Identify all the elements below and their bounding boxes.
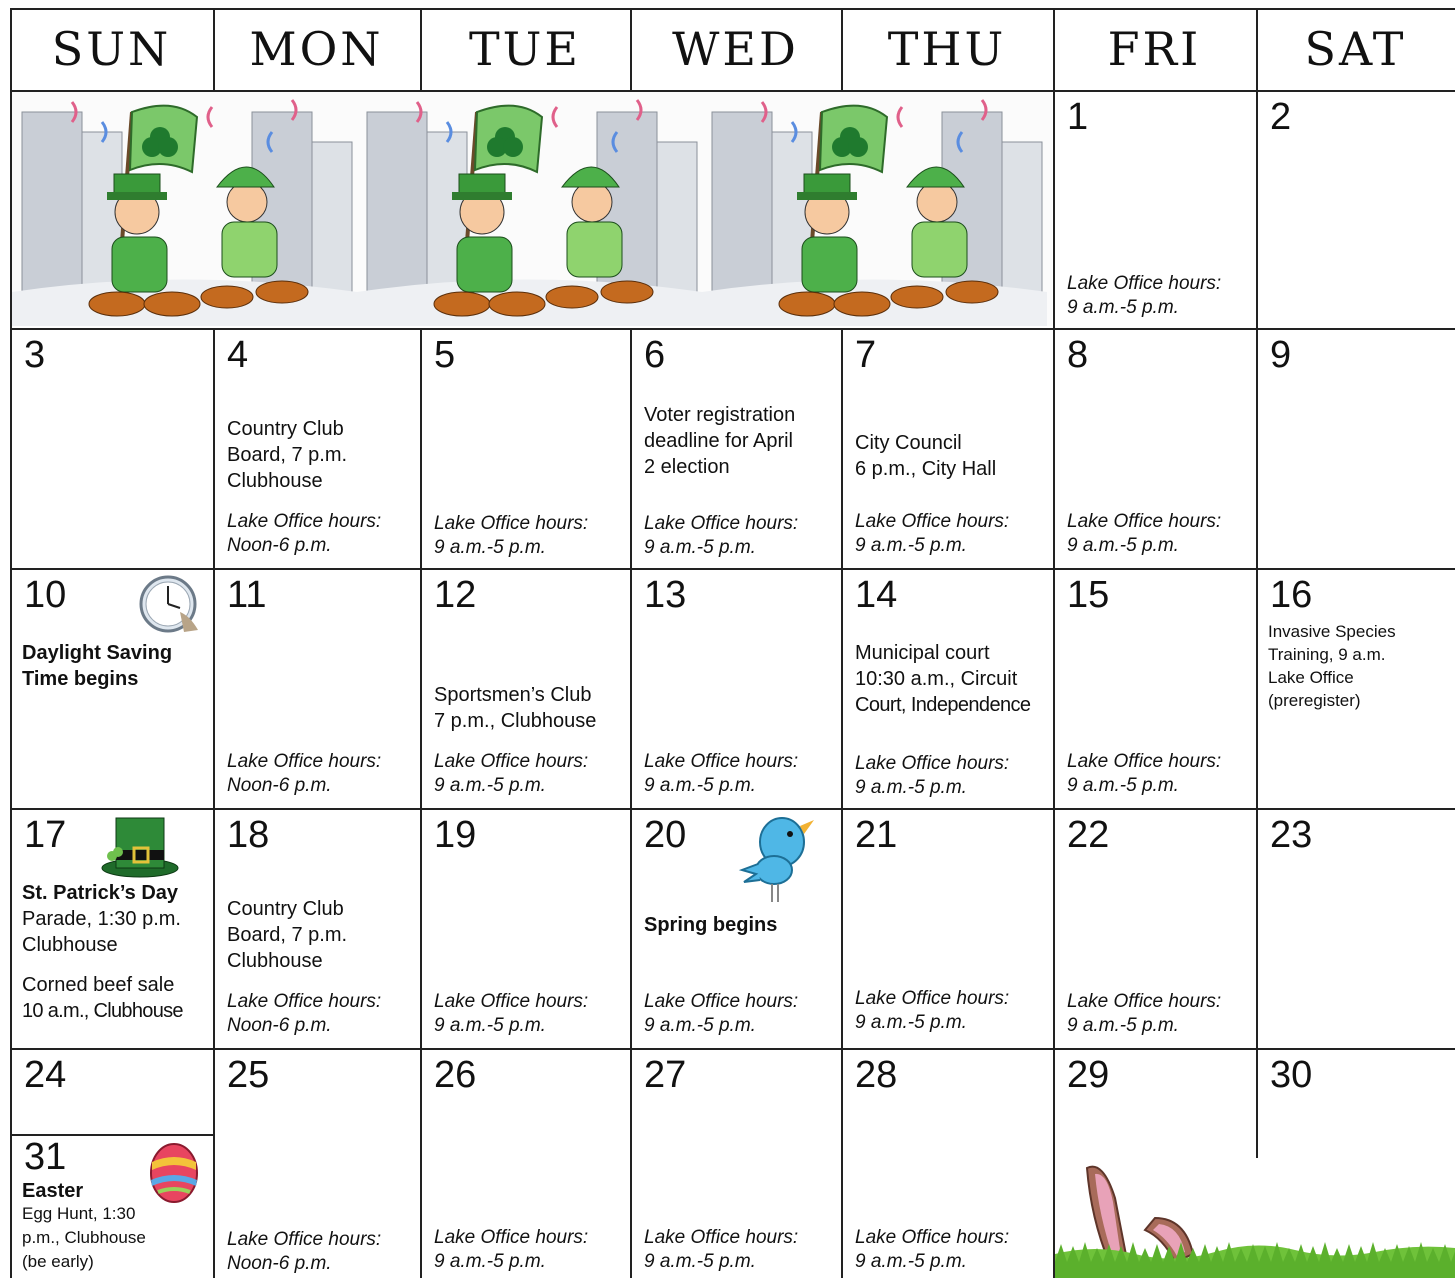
event-text: Municipal court <box>855 642 990 664</box>
office-hours-time: Noon-6 p.m. <box>227 1253 332 1274</box>
day-cell <box>632 1050 841 1278</box>
bluebird-icon <box>738 812 816 904</box>
event-text: Court, Independence <box>855 694 1031 716</box>
event-text: St. Patrick’s Day <box>22 882 179 904</box>
event-text: Spring begins <box>644 914 778 936</box>
day-number: 13 <box>644 574 687 616</box>
day-cell <box>1055 810 1256 1048</box>
day-cell <box>422 570 630 808</box>
day-number: 11 <box>227 574 267 616</box>
day-cell <box>12 330 213 568</box>
day-cell <box>843 570 1053 808</box>
day-cell <box>1258 570 1455 808</box>
day-cell <box>1055 570 1256 808</box>
day-cell <box>215 330 420 568</box>
event-text: Daylight Saving <box>22 642 173 664</box>
leprechaun-hat-icon <box>100 812 180 878</box>
day-number: 22 <box>1067 814 1110 856</box>
day-number: 30 <box>1270 1054 1313 1096</box>
office-hours-time: 9 a.m.-5 p.m. <box>644 1251 756 1272</box>
office-hours-time: 9 a.m.-5 p.m. <box>434 537 546 558</box>
day-number: 8 <box>1067 334 1089 376</box>
day-number: 5 <box>434 334 456 376</box>
day-cell <box>1055 330 1256 568</box>
day-number: 7 <box>855 334 877 376</box>
event-text: Clubhouse <box>227 470 323 492</box>
day-cell <box>12 570 213 808</box>
event-text: Time begins <box>22 668 139 690</box>
day-number: 12 <box>434 574 477 616</box>
day-number: 15 <box>1067 574 1110 616</box>
office-hours-time: 9 a.m.-5 p.m. <box>434 1015 546 1036</box>
day-number: 1 <box>1067 96 1089 138</box>
event-text: 7 p.m., Clubhouse <box>434 710 597 732</box>
day-number: 23 <box>1270 814 1313 856</box>
header-tue: TUE <box>468 22 582 76</box>
event-text: 2 election <box>644 456 730 478</box>
event-text: Corned beef sale <box>22 974 175 996</box>
office-hours-time: Noon-6 p.m. <box>227 535 332 556</box>
day-number: 21 <box>855 814 898 856</box>
office-hours-label: Lake Office hours: <box>227 751 382 772</box>
day-cell <box>12 1050 213 1134</box>
office-hours-time: 9 a.m.-5 p.m. <box>644 775 756 796</box>
day-number: 17 <box>24 814 67 856</box>
office-hours-label: Lake Office hours: <box>644 751 799 772</box>
event-text: p.m., Clubhouse <box>22 1228 146 1247</box>
day-cell <box>215 810 420 1048</box>
day-number: 28 <box>855 1054 898 1096</box>
day-number: 10 <box>24 574 67 616</box>
day-cell <box>1055 92 1256 328</box>
event-text: 10:30 a.m., Circuit <box>855 668 1018 690</box>
event-text: Board, 7 p.m. <box>227 444 348 466</box>
event-text: 10 a.m., Clubhouse <box>22 1000 183 1022</box>
leprechaun-parade-illustration <box>12 92 1052 326</box>
bunny-ears-grass-illustration <box>1055 1158 1455 1278</box>
day-number: 6 <box>644 334 666 376</box>
event-text: Training, 9 a.m. <box>1268 645 1386 664</box>
day-cell <box>1258 92 1455 328</box>
header-sat: SAT <box>1304 22 1407 76</box>
office-hours-time: 9 a.m.-5 p.m. <box>855 535 967 556</box>
day-number: 18 <box>227 814 270 856</box>
event-text: Country Club <box>227 418 344 440</box>
day-number: 4 <box>227 334 249 376</box>
office-hours-time: Noon-6 p.m. <box>227 775 332 796</box>
day-number: 26 <box>434 1054 477 1096</box>
event-text: 6 p.m., City Hall <box>855 458 997 480</box>
event-text: (be early) <box>22 1252 94 1271</box>
office-hours-label: Lake Office hours: <box>855 753 1010 774</box>
day-number: 3 <box>24 334 46 376</box>
office-hours-label: Lake Office hours: <box>227 511 382 532</box>
easter-egg-icon <box>148 1140 200 1204</box>
office-hours-time: Noon-6 p.m. <box>227 1015 332 1036</box>
office-hours-label: Lake Office hours: <box>1067 751 1222 772</box>
event-text: Clubhouse <box>227 950 323 972</box>
office-hours-time: 9 a.m.-5 p.m. <box>1067 535 1179 556</box>
event-text: Country Club <box>227 898 344 920</box>
clock-icon <box>136 574 202 634</box>
office-hours-label: Lake Office hours: <box>434 1227 589 1248</box>
leprechaun-banner-image <box>12 92 1052 326</box>
day-cell <box>632 570 841 808</box>
calendar-grid <box>10 8 1455 1278</box>
day-cell <box>12 810 213 1048</box>
office-hours-label: Lake Office hours: <box>855 511 1010 532</box>
office-hours-time: 9 a.m.-5 p.m. <box>434 775 546 796</box>
office-hours-label: Lake Office hours: <box>434 751 589 772</box>
day-cell <box>1258 330 1455 568</box>
header-mon: MON <box>249 22 384 76</box>
day-cell <box>215 570 420 808</box>
office-hours-time: 9 a.m.-5 p.m. <box>855 777 967 798</box>
office-hours-label: Lake Office hours: <box>855 988 1010 1009</box>
header-thu: THU <box>887 22 1007 76</box>
event-text: Voter registration <box>644 404 796 426</box>
office-hours-time: 9 a.m.-5 p.m. <box>1067 297 1179 318</box>
day-number: 31 <box>24 1136 67 1178</box>
office-hours-label: Lake Office hours: <box>1067 991 1222 1012</box>
day-number: 9 <box>1270 334 1292 376</box>
office-hours-label: Lake Office hours: <box>1067 273 1222 294</box>
day-cell <box>422 810 630 1048</box>
event-text: Lake Office <box>1268 668 1354 687</box>
event-text: Board, 7 p.m. <box>227 924 348 946</box>
day-number: 20 <box>644 814 687 856</box>
day-cell <box>632 810 841 1048</box>
header-sun: SUN <box>51 22 172 76</box>
day-number: 19 <box>434 814 477 856</box>
day-number: 16 <box>1270 574 1313 616</box>
day-cell <box>843 330 1053 568</box>
day-cell <box>843 810 1053 1048</box>
header-fri: FRI <box>1107 22 1202 76</box>
event-text: City Council <box>855 432 962 454</box>
event-text: Invasive Species <box>1268 622 1396 641</box>
office-hours-label: Lake Office hours: <box>1067 511 1222 532</box>
event-text: Parade, 1:30 p.m. <box>22 908 181 930</box>
day-number: 14 <box>855 574 898 616</box>
office-hours-label: Lake Office hours: <box>855 1227 1010 1248</box>
office-hours-label: Lake Office hours: <box>644 513 799 534</box>
day-cell <box>215 1050 420 1278</box>
day-number: 2 <box>1270 96 1292 138</box>
event-text: Clubhouse <box>22 934 118 956</box>
day-cell <box>1258 810 1455 1048</box>
day-cell <box>843 1050 1053 1278</box>
day-number: 29 <box>1067 1054 1110 1096</box>
office-hours-label: Lake Office hours: <box>644 1227 799 1248</box>
header-wed: WED <box>672 22 799 76</box>
office-hours-time: 9 a.m.-5 p.m. <box>855 1251 967 1272</box>
event-text: Sportsmen’s Club <box>434 684 592 706</box>
event-text: (preregister) <box>1268 691 1361 710</box>
day-cell <box>1258 1050 1455 1158</box>
office-hours-label: Lake Office hours: <box>434 991 589 1012</box>
office-hours-time: 9 a.m.-5 p.m. <box>644 537 756 558</box>
office-hours-time: 9 a.m.-5 p.m. <box>644 1015 756 1036</box>
office-hours-time: 9 a.m.-5 p.m. <box>855 1012 967 1033</box>
event-text: Egg Hunt, 1:30 <box>22 1204 136 1223</box>
office-hours-time: 9 a.m.-5 p.m. <box>1067 1015 1179 1036</box>
day-cell <box>422 330 630 568</box>
office-hours-label: Lake Office hours: <box>227 991 382 1012</box>
day-cell <box>422 1050 630 1278</box>
day-cell <box>12 1136 213 1278</box>
day-number: 27 <box>644 1054 687 1096</box>
event-text: deadline for April <box>644 430 793 452</box>
event-text: Easter <box>22 1180 84 1202</box>
day-cell <box>632 330 841 568</box>
day-number: 25 <box>227 1054 270 1096</box>
office-hours-label: Lake Office hours: <box>227 1229 382 1250</box>
office-hours-label: Lake Office hours: <box>644 991 799 1012</box>
office-hours-time: 9 a.m.-5 p.m. <box>434 1251 546 1272</box>
office-hours-time: 9 a.m.-5 p.m. <box>1067 775 1179 796</box>
office-hours-label: Lake Office hours: <box>434 513 589 534</box>
day-number: 24 <box>24 1054 67 1096</box>
